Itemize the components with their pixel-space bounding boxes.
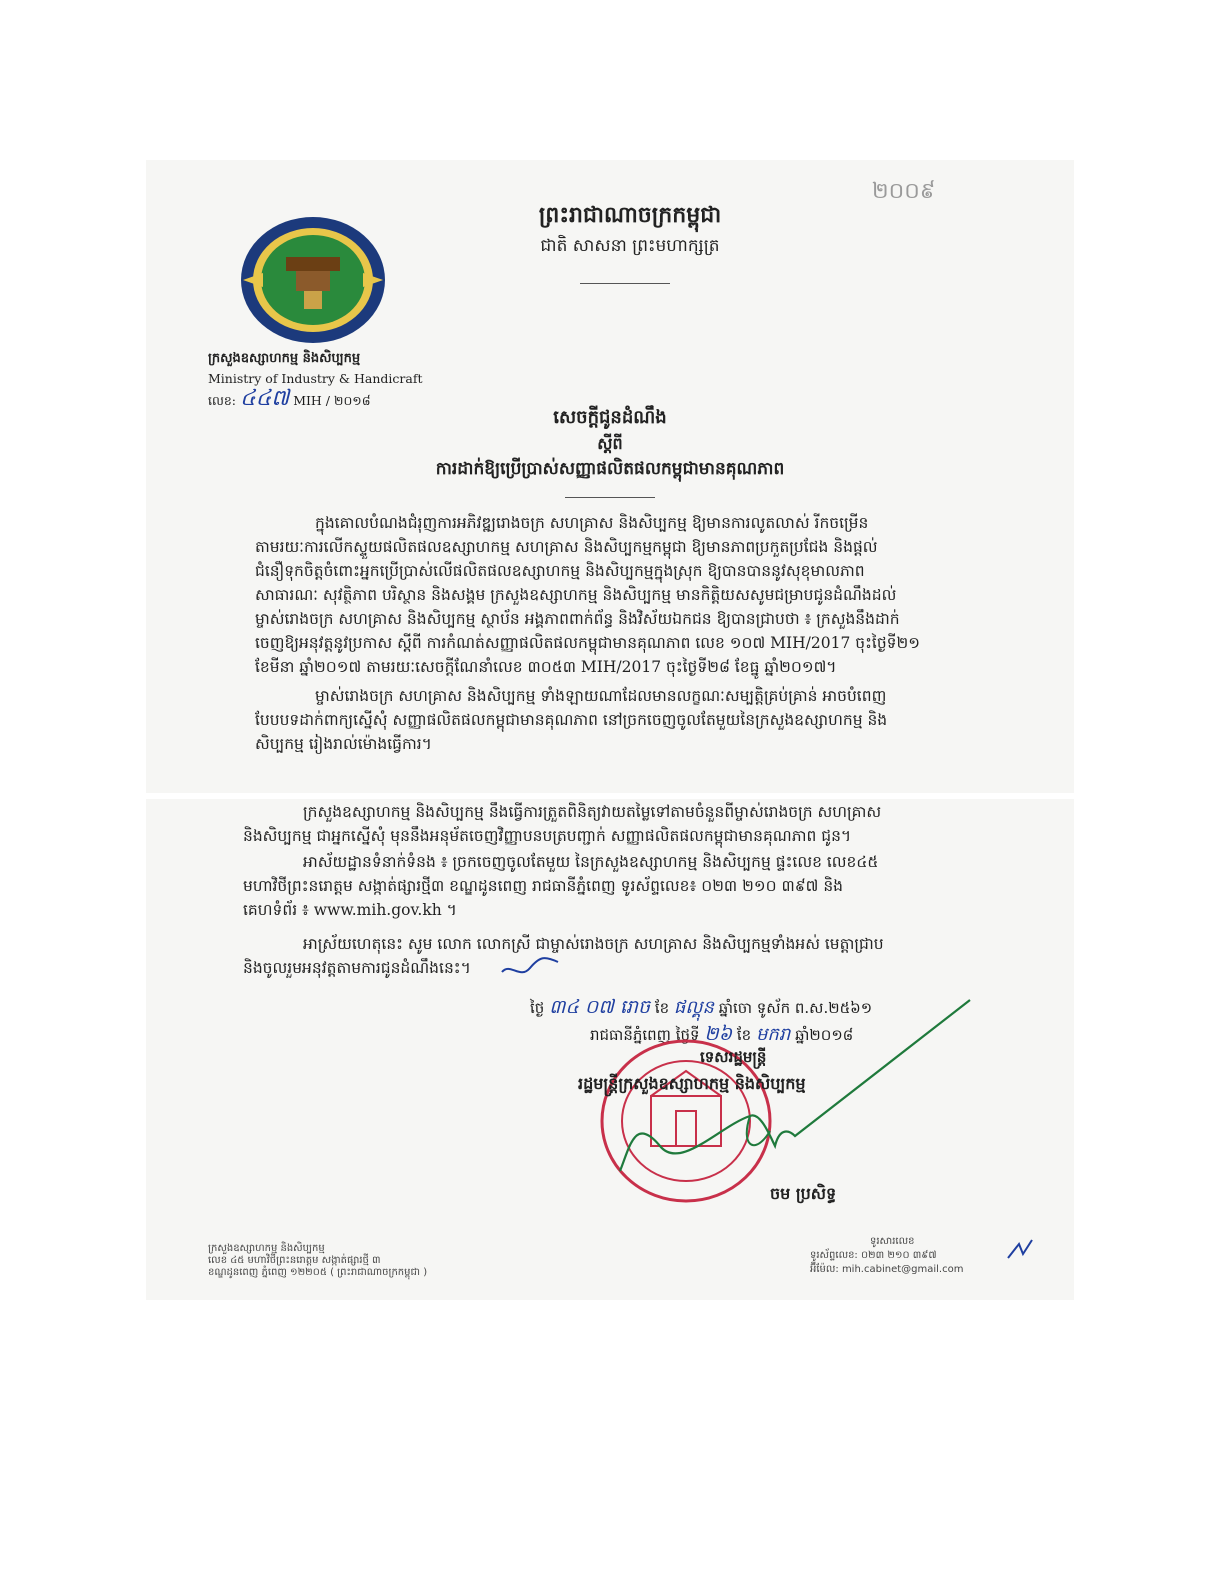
body-line: អាស័យដ្ឋានទំនាក់ទំនង ៖ ច្រកចេញចូលតែមួយ នៃក្រសួងឧស្សាហកម្ម និងសិប្បកម្ម ផ្ទះលេខ លេខ៤៥	[303, 853, 879, 871]
reference-suffix: MIH / ២០១៨	[293, 393, 371, 408]
lunar-day-handwritten: ៣៤ ០៧ រោច	[549, 996, 651, 1018]
solar-date-prefix: រាជធានីភ្នំពេញ ថ្ងៃទី	[590, 1026, 700, 1044]
ministry-name-en: Ministry of Industry & Handicraft	[208, 371, 423, 386]
lunar-month-prefix: ខែ	[654, 999, 670, 1017]
header-divider	[580, 283, 670, 284]
scan-seam	[146, 793, 1074, 799]
lunar-month-handwritten: ផល្គុន	[673, 997, 714, 1018]
footer-right-line: ទូរស័ព្ទលេខ: ០២៣ ២១០ ៣៩៧	[810, 1250, 937, 1261]
footer-right-line: អ៊ីម៉ែល: mih.cabinet@gmail.com	[810, 1264, 964, 1275]
minister-signature	[600, 996, 980, 1196]
body-line: និងចូលរួមអនុវត្តតាមការជូនដំណឹងនេះ។	[243, 959, 471, 977]
body-line: ជំនឿទុកចិត្តចំពោះអ្នកប្រើប្រាស់លើផលិតផលឧស្សាហកម្ម និងសិប្បកម្មក្នុងស្រុក ឱ្យបានបាននូវសុខុមាលភាព	[255, 562, 865, 580]
reference-prefix: លេខ:	[208, 393, 237, 408]
body-line: មហាវិថីព្រះនរោត្តម សង្កាត់ផ្សារថ្មី៣ ខណ្ឌដូនពេញ រាជធានីភ្នំពេញ ទូរស័ព្ទលេខ៖ ០២៣ ២១០ ៣៩៧ និង	[243, 877, 844, 895]
handwritten-initial	[500, 952, 560, 982]
lunar-year: ឆ្នាំចោ ទូស័ក ព.ស.២៥៦១	[718, 999, 873, 1017]
footer-right-line: ទូរសារលេខ	[870, 1236, 915, 1247]
footer-left-line: ក្រសួងឧស្សាហកម្ម និងសិប្បកម្ម	[208, 1243, 325, 1254]
reference-line	[208, 384, 371, 416]
body-line: សាធារណៈ សុវត្ថិភាព បរិស្ថាន និងសង្គម ក្រសួងឧស្សាហកម្ម និងសិប្បកម្ម មានកិត្តិយសសូមជម្រាបជូនដំណឹងដល់	[255, 586, 897, 604]
signature-title-senior-minister: ទេសរដ្ឋមន្ត្រី	[700, 1048, 767, 1066]
solar-year: ឆ្នាំ២០១៨	[795, 1026, 854, 1044]
footer-initial-mark	[1005, 1236, 1035, 1266]
document-number-stamp: ២០០៩	[872, 179, 936, 204]
solar-month-handwritten: មករា	[756, 1024, 791, 1045]
signature-title-minister: រដ្ឋមន្ត្រីក្រសួងឧស្សាហកម្ម និងសិប្បកម្ម	[578, 1074, 806, 1093]
reference-number-handwritten: ៤៤៧	[240, 386, 290, 411]
solar-day-handwritten: ២៦	[704, 1023, 733, 1045]
minister-name: ចម ប្រសិទ្ធ	[770, 1184, 837, 1203]
lunar-date-prefix: ថ្ងៃ	[530, 999, 545, 1017]
kingdom-motto: ជាតិ សាសនា ព្រះមហាក្សត្រ	[540, 236, 720, 256]
footer-left-line: ខណ្ឌដូនពេញ ភ្នំពេញ ១២២០៥ ( ព្រះរាជាណាចក្រកម្ពុជា )	[208, 1267, 428, 1278]
footer-left-line: លេខ ៤៥ មហាវិថីព្រះនរោត្តម សង្កាត់ផ្សារថ្មី ៣	[208, 1255, 381, 1266]
body-line: តាមរយៈការលើកស្ទួយផលិតផលឧស្សាហកម្ម សហគ្រាស និងសិប្បកម្មកម្ពុជា ឱ្យមានភាពប្រកួតប្រជែង និងផ្តល់	[255, 538, 878, 556]
ministry-name-km: ក្រសួងឧស្សាហកម្ម និងសិប្បកម្ម	[208, 351, 361, 366]
body-line: និងសិប្បកម្ម ជាអ្នកស្នើសុំ មុននឹងអនុម័តចេញវិញ្ញាបនបត្របញ្ជាក់ សញ្ញាផលិតផលកម្ពុជាមានគុណភាព ជូន។	[243, 827, 852, 845]
notice-subject: ការដាក់ឱ្យប្រើប្រាស់សញ្ញាផលិតផលកម្ពុជាមានគុណភាព	[435, 459, 785, 479]
body-line: គេហទំព័រ ៖ www.mih.gov.kh ។	[243, 901, 457, 919]
solar-month-prefix: ខែ	[736, 1026, 752, 1044]
body-line: ម្ចាស់រោងចក្រ សហគ្រាស និងសិប្បកម្ម ស្ថាប័ន អង្គភាពពាក់ព័ន្ធ និងវិស័យឯកជន ឱ្យបានជ្រាបថា ៖ ក្រសួងនឹងដាក់	[255, 610, 900, 628]
body-line: អាស្រ័យហេតុនេះ សូម លោក លោកស្រី ជាម្ចាស់រោងចក្រ សហគ្រាស និងសិប្បកម្មទាំងអស់ មេត្តាជ្រាប	[303, 935, 884, 953]
body-line: ចេញឱ្យអនុវត្តនូវប្រកាស ស្តីពី ការកំណត់សញ្ញាផលិតផលកម្ពុជាមានគុណភាព លេខ ១០៧ MIH/2017 ចុះថ្ងៃទី២១	[255, 634, 920, 652]
body-line: សិប្បកម្ម រៀងរាល់ម៉ោងធ្វើការ។	[255, 735, 432, 753]
ministry-seal-logo	[238, 215, 388, 345]
body-line: បែបបទដាក់ពាក្យស្នើសុំ សញ្ញាផលិតផលកម្ពុជាមានគុណភាព នៅច្រកចេញចូលតែមួយនៃក្រសួងឧស្សាហកម្ម និង	[255, 711, 888, 729]
body-line: ម្ចាស់រោងចក្រ សហគ្រាស និងសិប្បកម្ម ទាំងឡាយណាដែលមានលក្ខណៈសម្បត្តិគ្រប់គ្រាន់ អាចបំពេញ	[315, 687, 887, 705]
notice-subject-label: ស្តីពី	[597, 434, 623, 453]
body-line: ខែមីនា ឆ្នាំ២០១៧ តាមរយៈសេចក្តីណែនាំលេខ ៣០៥៣ MIH/2017 ចុះថ្ងៃទី២៨ ខែធ្នូ ឆ្នាំ២០១៧។	[255, 658, 837, 676]
notice-title: សេចក្តីជូនដំណឹង	[553, 407, 667, 428]
kingdom-title: ព្រះរាជាណាចក្រកម្ពុជា	[538, 202, 722, 228]
body-line: ក្រសួងឧស្សាហកម្ម និងសិប្បកម្ម នឹងធ្វើការត្រួតពិនិត្យវាយតម្លៃទៅតាមចំនួនពីម្ចាស់រោងចក្រ សហគ្រាស	[303, 803, 882, 821]
body-line: ក្នុងគោលបំណងជំរុញការអភិវឌ្ឍរោងចក្រ សហគ្រាស និងសិប្បកម្ម ឱ្យមានការលូតលាស់ រីកចម្រើន	[315, 514, 869, 532]
title-divider	[565, 497, 655, 498]
